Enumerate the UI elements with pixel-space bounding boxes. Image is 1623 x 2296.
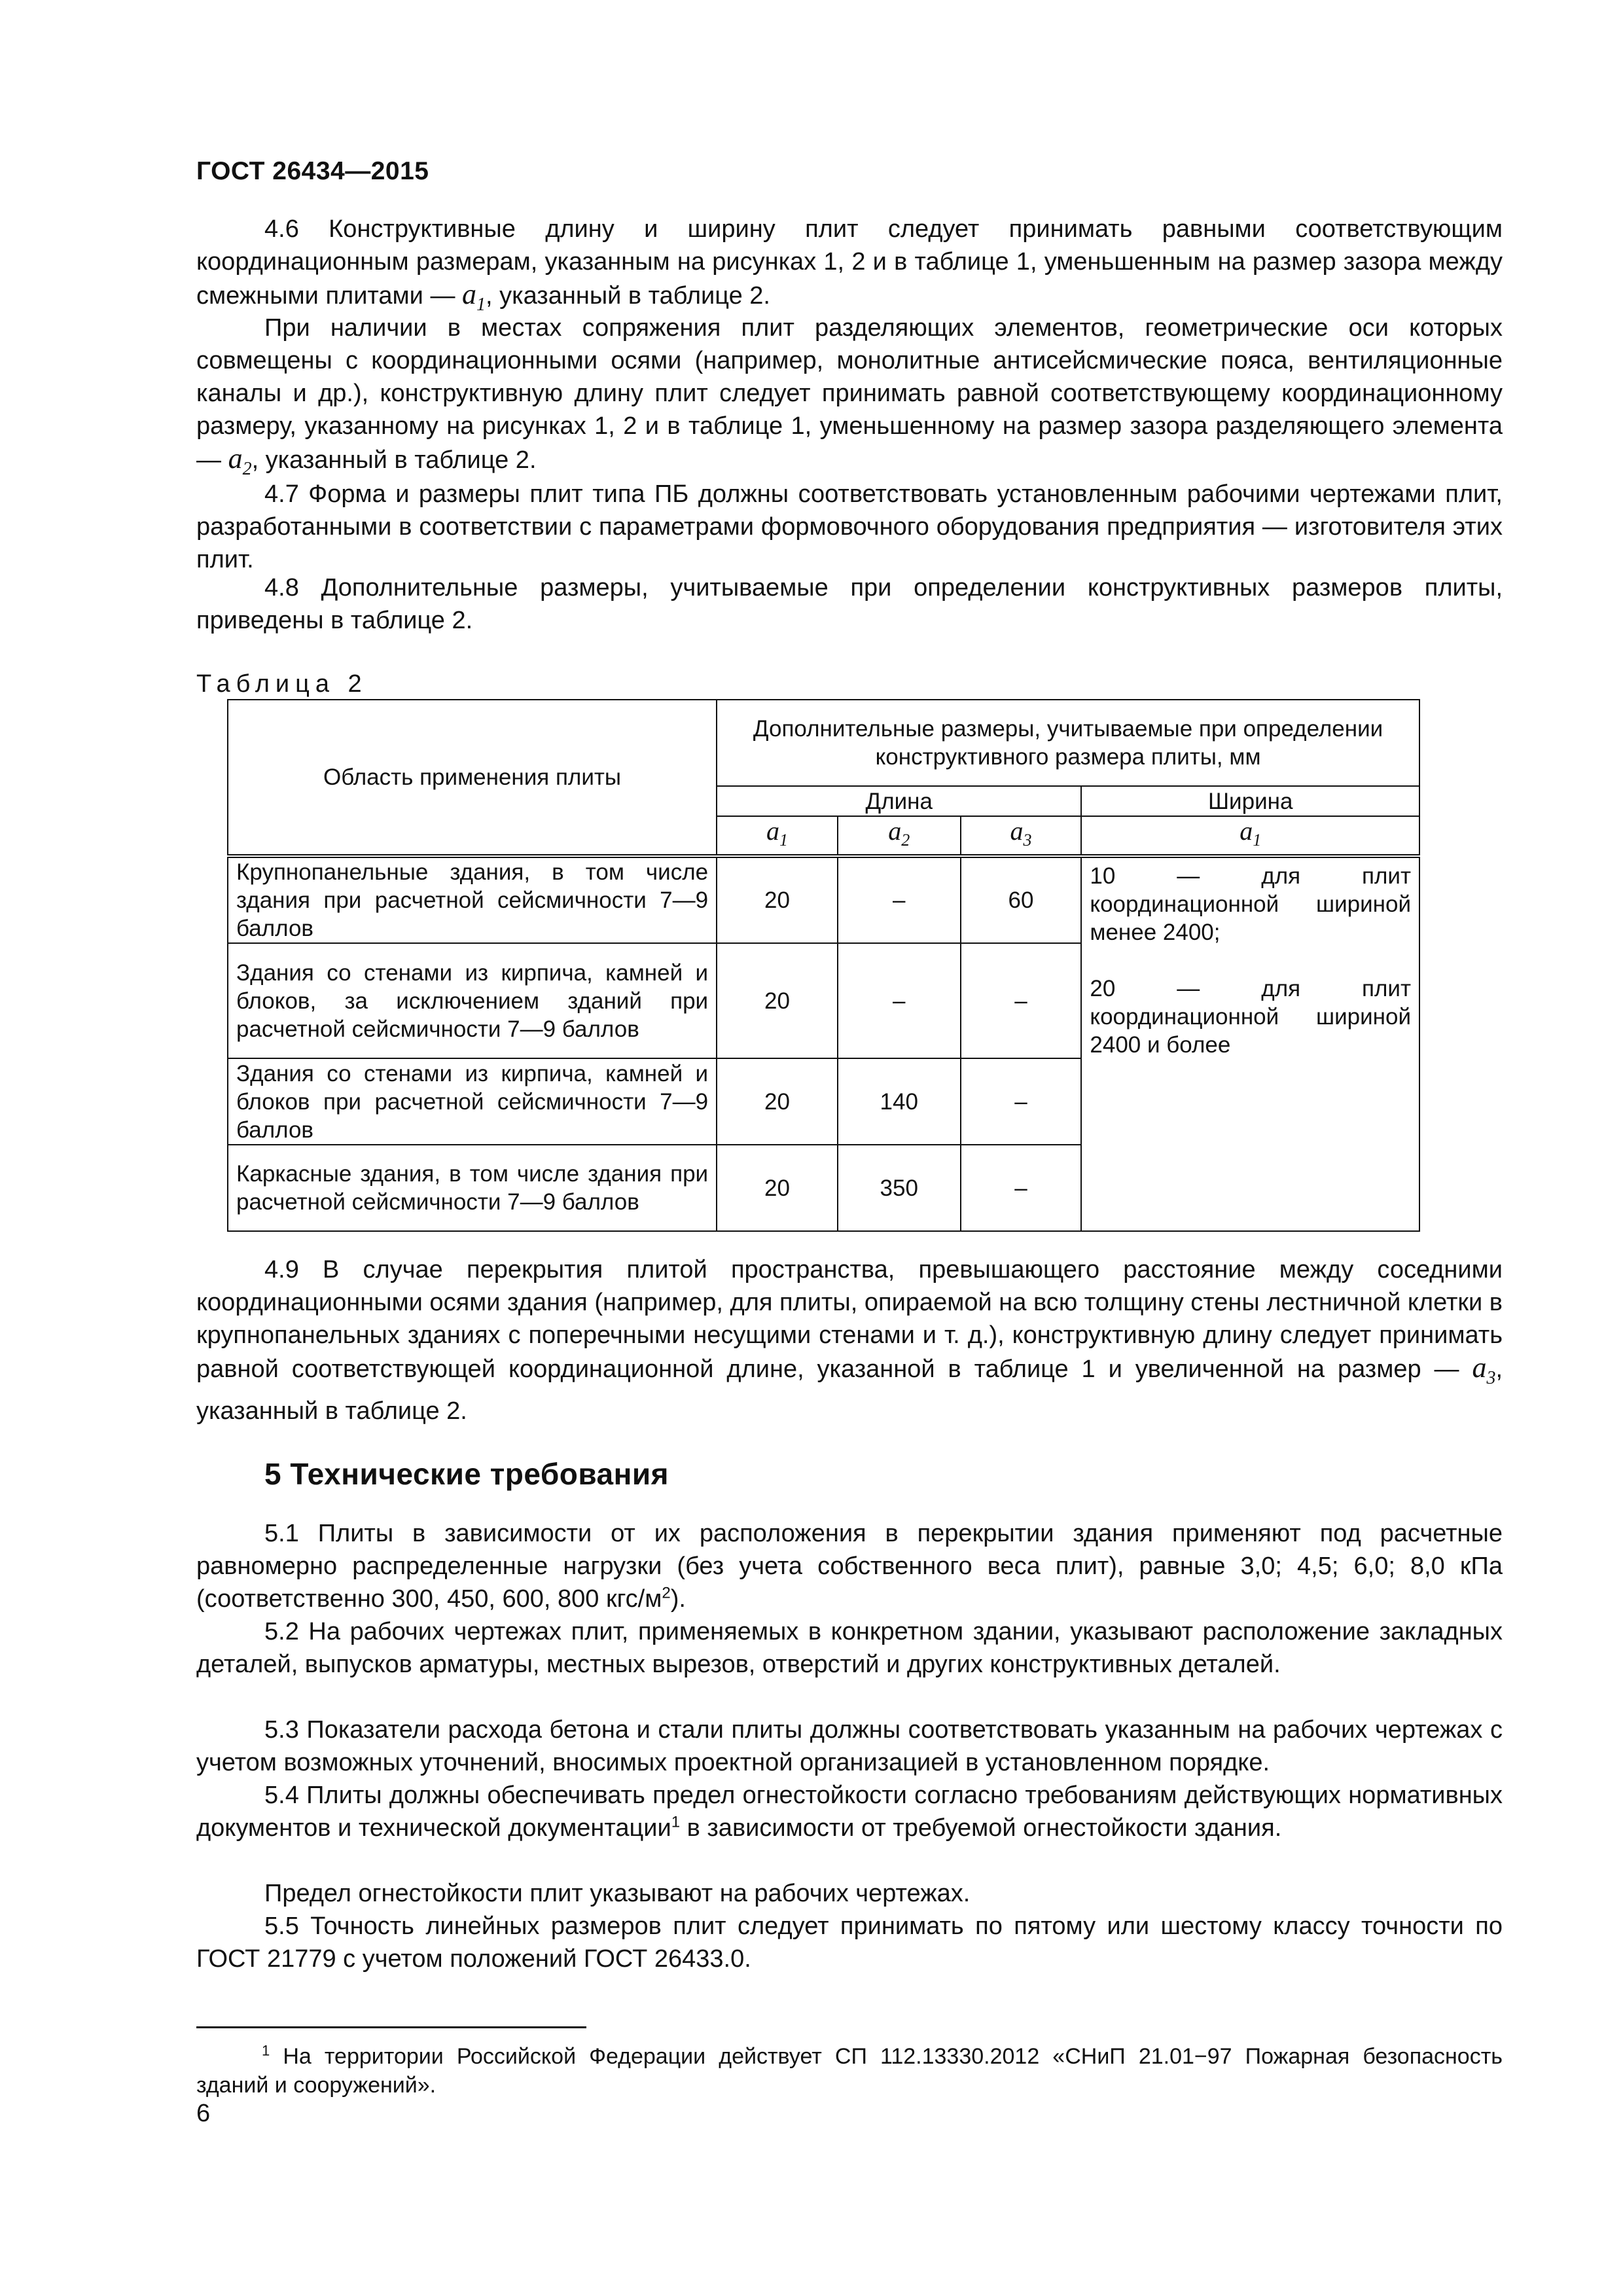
row-1-a2: – [838,856,961,943]
row-2-area: Здания со стенами из кирпича, камней и блоков, за исключением зданий при расчетной сейсмичности 7—9 баллов [228,943,717,1058]
table-caption: Таблица 2 [196,670,368,698]
row-2-a2: – [838,943,961,1058]
table-row [228,856,1419,943]
row-1-area: Крупнопанельные здания, в том числе здания при расчетной сейсмичности 7—9 баллов [228,856,717,943]
row-4-a1: 20 [717,1145,838,1231]
row-1-a1: 20 [717,856,838,943]
row-4-a3: – [961,1145,1082,1231]
width-note-1: 10 — для плит координационной шириной менее 2400; [1090,863,1411,945]
row-3-area: Здания со стенами из кирпича, камней и блоков при расчетной сейсмичности 7—9 баллов [228,1058,717,1145]
row-2-a3: – [961,943,1082,1058]
row-1-a3: 60 [961,856,1082,943]
header-a2-length: $a_2$ [838,816,961,856]
footnote-mark: 1 [262,2042,270,2059]
paragraph-5-5: 5.5 Точность линейных размеров плит следует принимать по пятому или шестому классу точности по ГОСТ 21779 с учетом положений ГОСТ 26433.0. [196,1912,1503,1973]
header-additional-dims: Дополнительные размеры, учитываемые при определении конструктивного размера плиты, мм [717,700,1419,786]
row-2-a1: 20 [717,943,838,1058]
width-notes [1081,856,1419,1231]
page-number: 6 [196,2100,211,2127]
footnote-ref[interactable]: 1 [671,1813,681,1831]
row-3-a2: 140 [838,1058,961,1145]
header-length: Длина [717,786,1081,816]
paragraph-4-8: 4.8 Дополнительные размеры, учитываемые при определении конструктивных размеров плиты, приведены в таблице 2. [196,574,1503,634]
width-note-2: 20 — для плит координационной шириной 2400 и более [1090,976,1411,1058]
paragraph-4-6-separating: При наличии в местах сопряжения плит разделяющих элементов, геометрические оси которых совмещены с координационными осями (например, монолитные антисейсмические пояса, вентиляционные каналы и др.), конструктивную длину плит следует принимать равной соответствующему координационному размеру, указанному на рисунках 1, 2 и в таблице 1, уменьшенному на размер зазора разделяющего элемента — $a_2$, указанный в таблице 2. [196,314,1503,479]
footnote-divider [196,2026,586,2028]
row-4-area: Каркасные здания, в том числе здания при расчетной сейсмичности 7—9 баллов [228,1145,717,1231]
table-2 [227,699,1420,1232]
superscript-2: 2 [662,1584,671,1602]
paragraph-4-9: 4.9 В случае перекрытия плитой пространства, превышающего расстояние между соседними координационными осями здания (например, для плиты, опираемой на всю толщину стены лестничной клетки в крупнопанельных зданиях с поперечными несущими стенами и т. д.), конструктивную длину следует принимать равной соответствующей координационной длине, указанной в таблице 1 и увеличенной на размер — $a_3$, указанный в таблице 2. [196,1256,1503,1425]
header-a1-length: $a_1$ [717,816,838,856]
paragraph-5-4: 5.4 Плиты должны обеспечивать предел огнестойкости согласно требованиям действующих нормативных документов и технической документации$^1$ в зависимости от требуемой огнестойкости здания. [196,1782,1503,1842]
footnote: $^1$ На территории Российской Федерации действует СП 112.13330.2012 «СНиП 21.01−97 Пожарная безопасность зданий и сооружений». [196,2042,1503,2098]
row-4-a2: 350 [838,1145,961,1231]
row-3-a1: 20 [717,1058,838,1145]
header-a3-length: $a_3$ [961,816,1082,856]
header-width: Ширина [1081,786,1419,816]
header-area: Область применения плиты [228,700,717,856]
section-heading: 5 Технические требования [264,1457,669,1491]
paragraph-4-7: 4.7 Форма и размеры плит типа ПБ должны соответствовать установленным рабочими чертежами плит, разработанными в соответствии с параметрами формовочного оборудования предприятия — изготовителя этих плит. [196,480,1503,573]
symbol-a2: $a_2$ [228,442,252,479]
paragraph-4-6: 4.6 Конструктивные длину и ширину плит следует принимать равными соответствующим координационным размерам, указанным на рисунках 1, 2 и в таблице 1, уменьшенным на размер зазора между смежными плитами — $a_1$, указанный в таблице 2. [196,215,1503,315]
document-header: ГОСТ 26434—2015 [196,157,429,185]
paragraph-5-1: 5.1 Плиты в зависимости от их расположения в перекрытии здания применяют под расчетные равномерно распределенные нагрузки (без учета собственного веса плит), равные 3,0; 4,5; 6,0; 8,0 кПа (соответственно 300, 450, 600, 800 кгс/$м^2$). [196,1520,1503,1613]
symbol-a1: $a_1$ [462,278,486,315]
row-3-a3: – [961,1058,1082,1145]
paragraph-5-4-fire-limit: Предел огнестойкости плит указывают на рабочих чертежах. [264,1880,971,1907]
paragraph-5-3: 5.3 Показатели расхода бетона и стали плиты должны соответствовать указанным на рабочих чертежах с учетом возможных уточнений, вносимых проектной организацией в установленном порядке. [196,1716,1503,1776]
header-a1-width: $a_1$ [1081,816,1419,856]
paragraph-5-2: 5.2 На рабочих чертежах плит, применяемых в конкретном здании, указывают расположение закладных деталей, выпусков арматуры, местных вырезов, отверстий и других конструктивных деталей. [196,1618,1503,1678]
symbol-a3: $a_3$ [1472,1352,1496,1388]
